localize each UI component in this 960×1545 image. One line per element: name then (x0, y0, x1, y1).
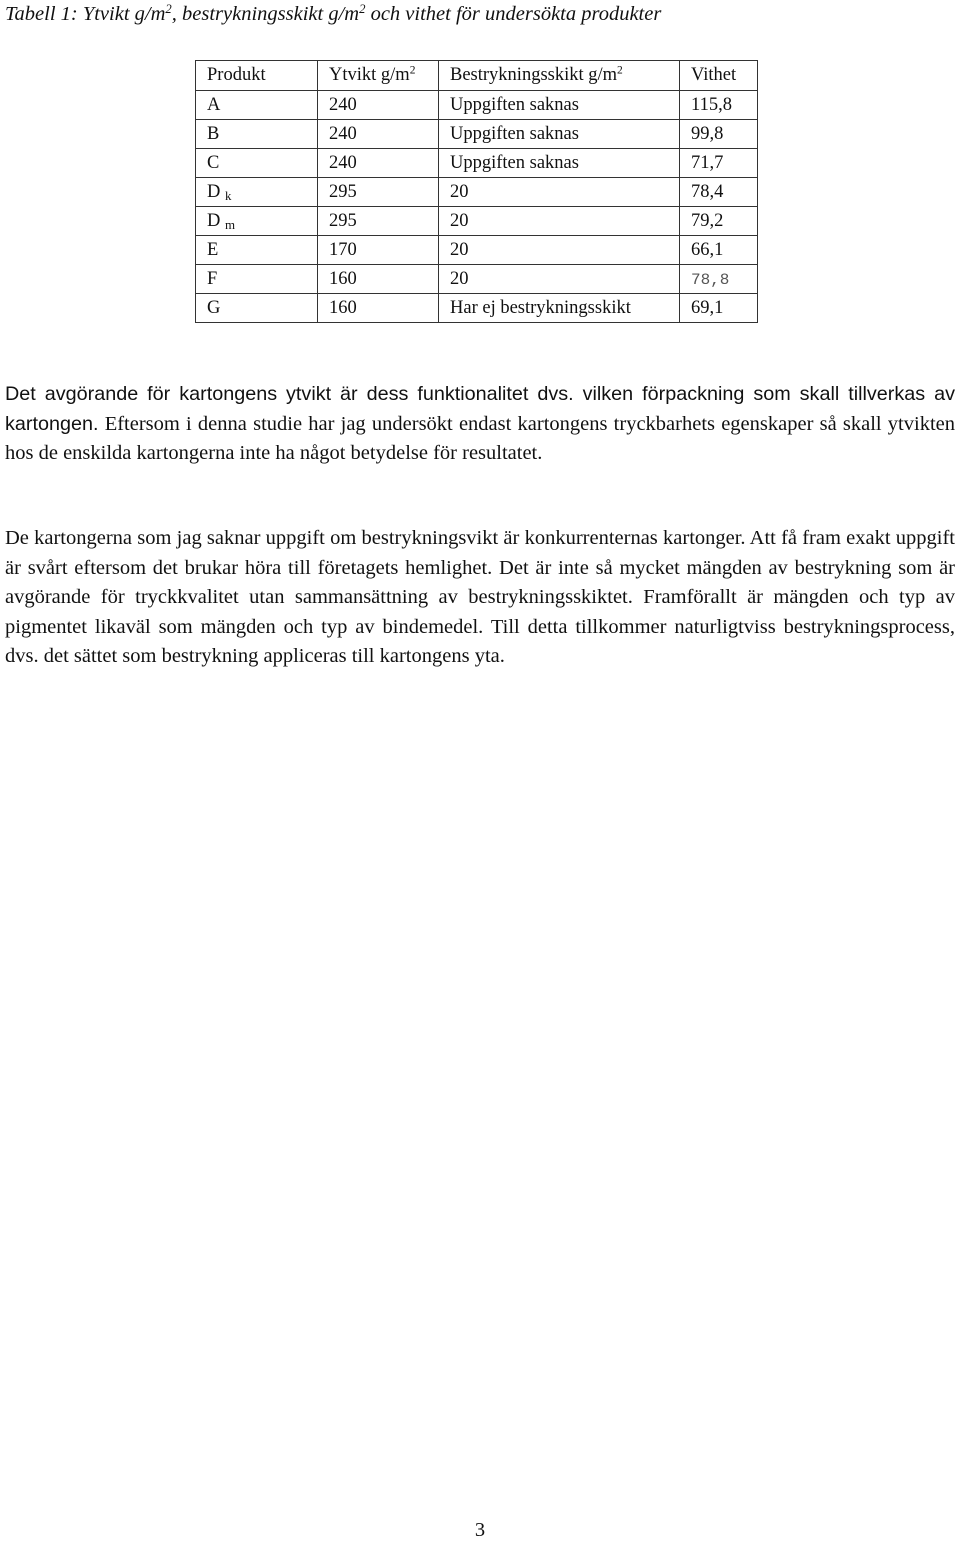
cell-skikt: 20 (439, 207, 680, 236)
table-row (196, 207, 758, 236)
produkt-letter: F (207, 268, 218, 289)
cell-skikt: Har ej bestrykningsskikt (439, 294, 680, 323)
produkt-subscript: m (225, 216, 236, 232)
table-row (196, 120, 758, 149)
produkt-letter: C (207, 152, 220, 173)
cell-produkt (196, 236, 318, 265)
produkt-letter: G (207, 297, 221, 318)
table-row (196, 294, 758, 323)
paragraph-bestrykning: De kartongerna som jag saknar uppgift om bestrykningsvikt är konkurrenternas kartonger. Att få fram exakt uppgift är svårt eftersom det brukar höra till företagets hemlighet. Det är inte så mycket mängden av bestrykning som är avgörande för tryckkvalitet utan sammansättning av bestrykningsskiktet. Framförallt är mängden och typ av pigmentet likaväl som mängden och typ av bindemedel. Till detta tillkommer naturligtviss bestrykningsprocess, dvs. det sättet som bestrykning appliceras till kartongens yta. (5, 527, 955, 668)
paragraph-ytvikt (5, 380, 955, 469)
table-header-row (196, 61, 758, 91)
cell-vithet: 79,2 (680, 207, 758, 236)
cell-ytvikt: 160 (318, 294, 439, 323)
cell-skikt: 20 (439, 236, 680, 265)
product-table (195, 60, 758, 323)
cell-ytvikt: 295 (318, 178, 439, 207)
table-caption (5, 3, 661, 26)
cell-ytvikt: 240 (318, 91, 439, 120)
cell-vithet: 69,1 (680, 294, 758, 323)
vithet-mono-value: 78,8 (691, 270, 730, 289)
cell-produkt (196, 207, 318, 236)
paragraph-ytvikt-serif: Eftersom i denna studie har jag undersökt endast kartongens tryckbarhets egenskaper så skall ytvikten hos de enskilda kartongerna inte ha något betydelse för resultatet. (5, 412, 955, 465)
cell-ytvikt: 295 (318, 207, 439, 236)
caption-text-1: Tabell 1: Ytvikt g/m (5, 3, 166, 25)
produkt-letter: E (207, 239, 219, 260)
table-row (196, 178, 758, 207)
cell-vithet (680, 265, 758, 294)
produkt-letter: D (207, 210, 221, 231)
cell-produkt (196, 178, 318, 207)
table-row (196, 91, 758, 120)
caption-text-2: , bestrykningsskikt g/m (171, 3, 360, 25)
produkt-letter: B (207, 123, 220, 144)
cell-skikt: 20 (439, 178, 680, 207)
cell-produkt (196, 91, 318, 120)
cell-vithet: 66,1 (680, 236, 758, 265)
cell-ytvikt: 240 (318, 149, 439, 178)
header-bestrykningsskikt (439, 61, 680, 91)
cell-produkt (196, 265, 318, 294)
caption-sup-1: 2 (165, 2, 172, 17)
header-ytvikt-label: Ytvikt g/m (329, 65, 410, 85)
cell-produkt (196, 149, 318, 178)
cell-vithet: 71,7 (680, 149, 758, 178)
produkt-subscript: k (225, 187, 232, 203)
header-skikt-sup: 2 (617, 64, 623, 77)
cell-vithet: 115,8 (680, 91, 758, 120)
cell-vithet: 99,8 (680, 120, 758, 149)
table-row (196, 265, 758, 294)
produkt-letter: A (207, 94, 221, 115)
table-row (196, 149, 758, 178)
header-produkt: Produkt (196, 61, 318, 91)
header-vithet: Vithet (680, 61, 758, 91)
table-row (196, 236, 758, 265)
cell-ytvikt: 240 (318, 120, 439, 149)
header-ytvikt (318, 61, 439, 91)
produkt-letter: D (207, 181, 221, 202)
cell-produkt (196, 294, 318, 323)
page-number: 3 (474, 1519, 486, 1541)
caption-sup-2: 2 (359, 2, 366, 17)
cell-skikt: Uppgiften saknas (439, 120, 680, 149)
paragraph-ytvikt-sans: Det avgörande för kartongens ytvikt är dess funktionalitet dvs. vilken förpackning som skall tillverkas av kartongen. (5, 383, 955, 435)
cell-ytvikt: 160 (318, 265, 439, 294)
cell-skikt: 20 (439, 265, 680, 294)
caption-text-3: och vithet för undersökta produkter (365, 3, 662, 25)
cell-skikt: Uppgiften saknas (439, 91, 680, 120)
cell-vithet: 78,4 (680, 178, 758, 207)
cell-produkt (196, 120, 318, 149)
header-ytvikt-sup: 2 (409, 64, 416, 77)
header-skikt-label: Bestrykningsskikt g/m (450, 65, 618, 85)
cell-ytvikt: 170 (318, 236, 439, 265)
cell-skikt: Uppgiften saknas (439, 149, 680, 178)
